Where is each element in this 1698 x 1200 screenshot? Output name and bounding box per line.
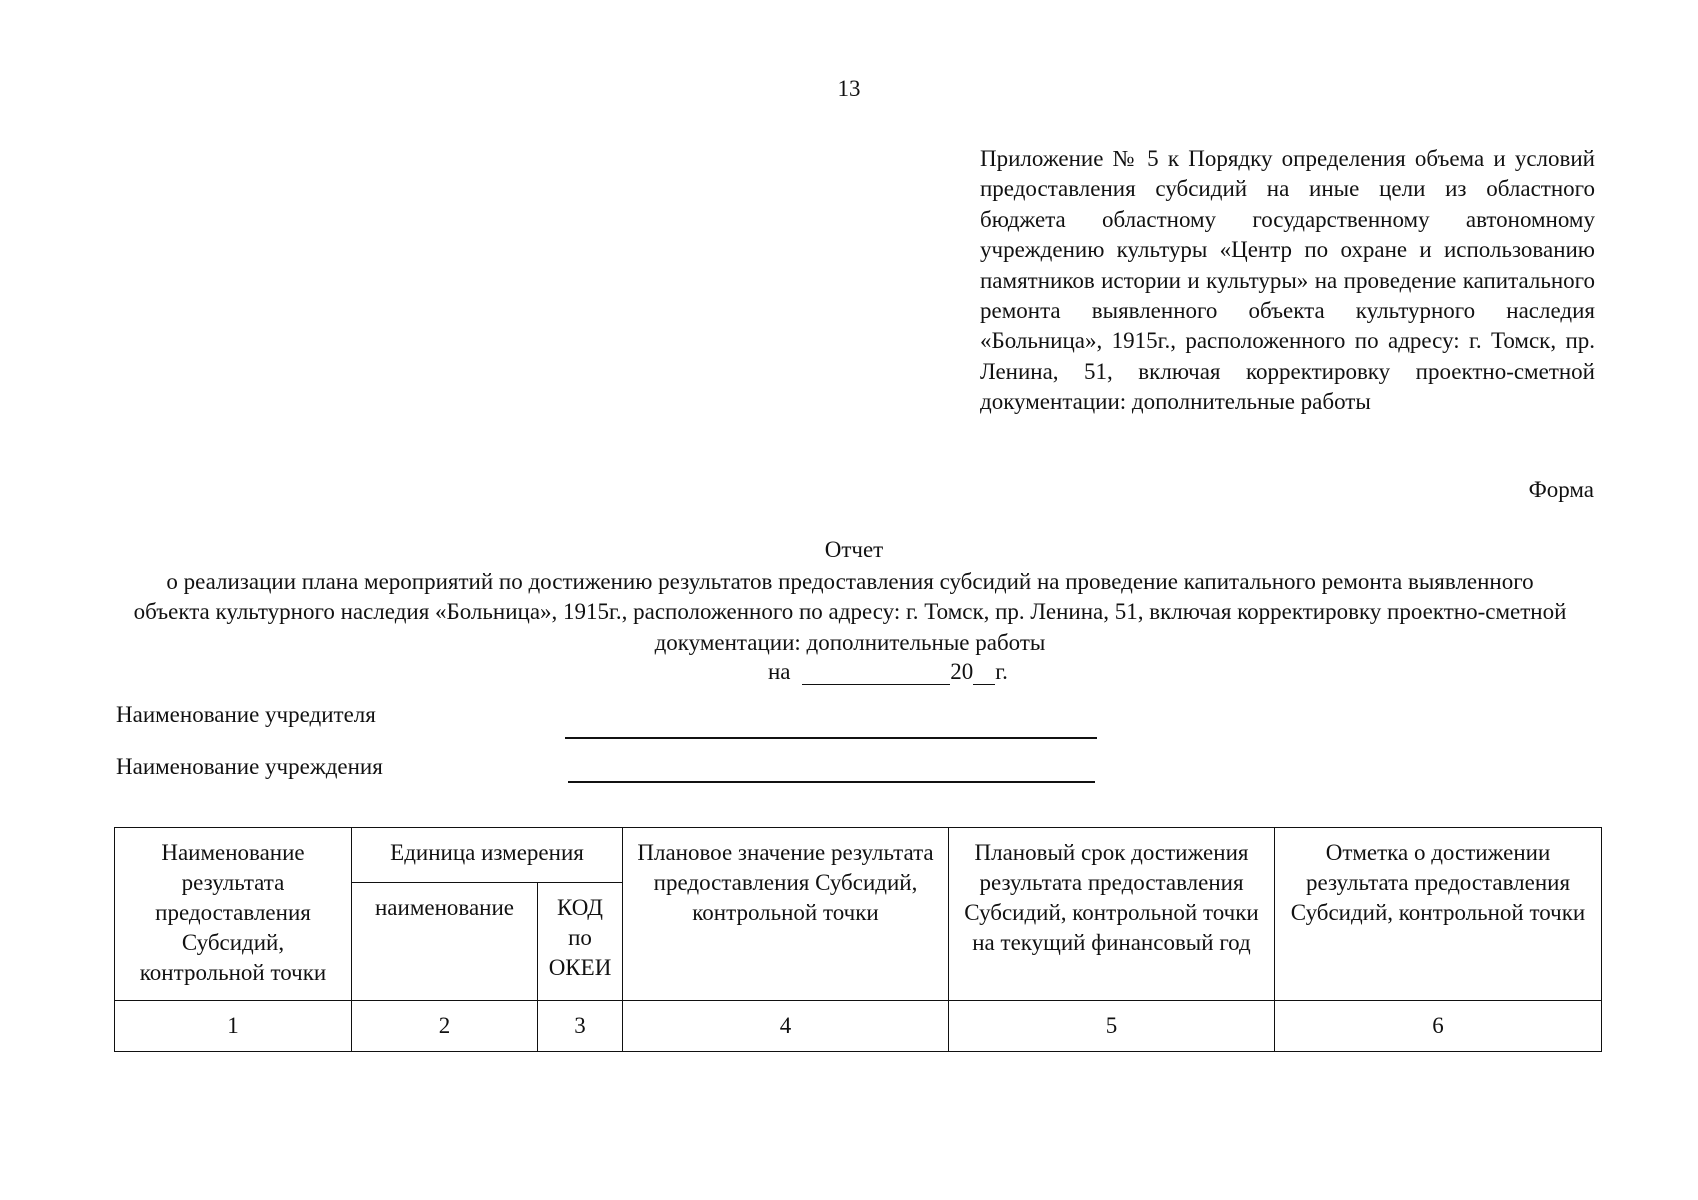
header-plan-term: Плановый срок достижения результата предоставления Субсидий, контрольной точки на текущий финансовый год <box>949 828 1275 1001</box>
report-date <box>768 659 1008 685</box>
report-title: Отчет <box>824 537 884 562</box>
founder-label: Наименование учредителя <box>116 702 376 727</box>
header-unit-code <box>538 883 623 1001</box>
column-number-cell: 2 <box>352 1001 538 1052</box>
report-subtitle: о реализации плана мероприятий по достижению результатов предоставления субсидий на проведение капитального ремонта выявленного объекта культурного наследия «Больница», 1915г., расположенного по адресу: г. Томск, пр. Ленина, 51, включая корректировку проектно-сметной документации: дополнительные работы <box>133 569 1567 655</box>
header-plan-value: Плановое значение результата предоставления Субсидий, контрольной точки <box>623 828 949 1001</box>
report-date-day-blank[interactable] <box>802 662 950 685</box>
header-achievement-mark: Отметка о достижении результата предоставления Субсидий, контрольной точки <box>1275 828 1602 1001</box>
institution-input-line[interactable] <box>568 781 1095 783</box>
founder-input-line[interactable] <box>565 737 1097 739</box>
page-number: 13 <box>837 76 861 101</box>
column-number-cell: 4 <box>623 1001 949 1052</box>
report-date-prefix: на <box>768 659 791 684</box>
column-number-cell: 1 <box>115 1001 352 1052</box>
form-label: Форма <box>1528 477 1594 502</box>
table-row <box>115 1001 1602 1052</box>
header-unit-code-okei: ОКЕИ <box>548 955 612 981</box>
header-unit-code-by: по <box>568 925 592 951</box>
report-date-year-blank[interactable] <box>973 662 995 685</box>
column-number-cell: 3 <box>538 1001 623 1052</box>
column-number-cell: 6 <box>1275 1001 1602 1052</box>
results-table <box>114 827 1602 1052</box>
appendix-note: Приложение № 5 к Порядку определения объема и условий предоставления субсидий на иные цели из областного бюджета областному государственному автономному учреждению культуры «Центр по охране и использованию памятников истории и культуры» на проведение капитального ремонта выявленного объекта культурного наследия «Больница», 1915г., расположенного по адресу: г. Томск, пр. Ленина, 51, включая корректировку проектно-сметной документации: дополнительные работы <box>980 146 1595 415</box>
header-unit-group: Единица измерения <box>352 828 623 883</box>
table-header-row <box>115 828 1602 883</box>
institution-label: Наименование учреждения <box>116 754 383 779</box>
header-unit-code-label: КОД <box>557 895 603 921</box>
header-result-name: Наименование результата предоставления Субсидий, контрольной точки <box>115 828 352 1001</box>
column-number-cell: 5 <box>949 1001 1275 1052</box>
header-unit-name: наименование <box>352 883 538 1001</box>
report-date-year: 20 <box>950 659 974 684</box>
report-date-suffix: г. <box>995 659 1008 684</box>
